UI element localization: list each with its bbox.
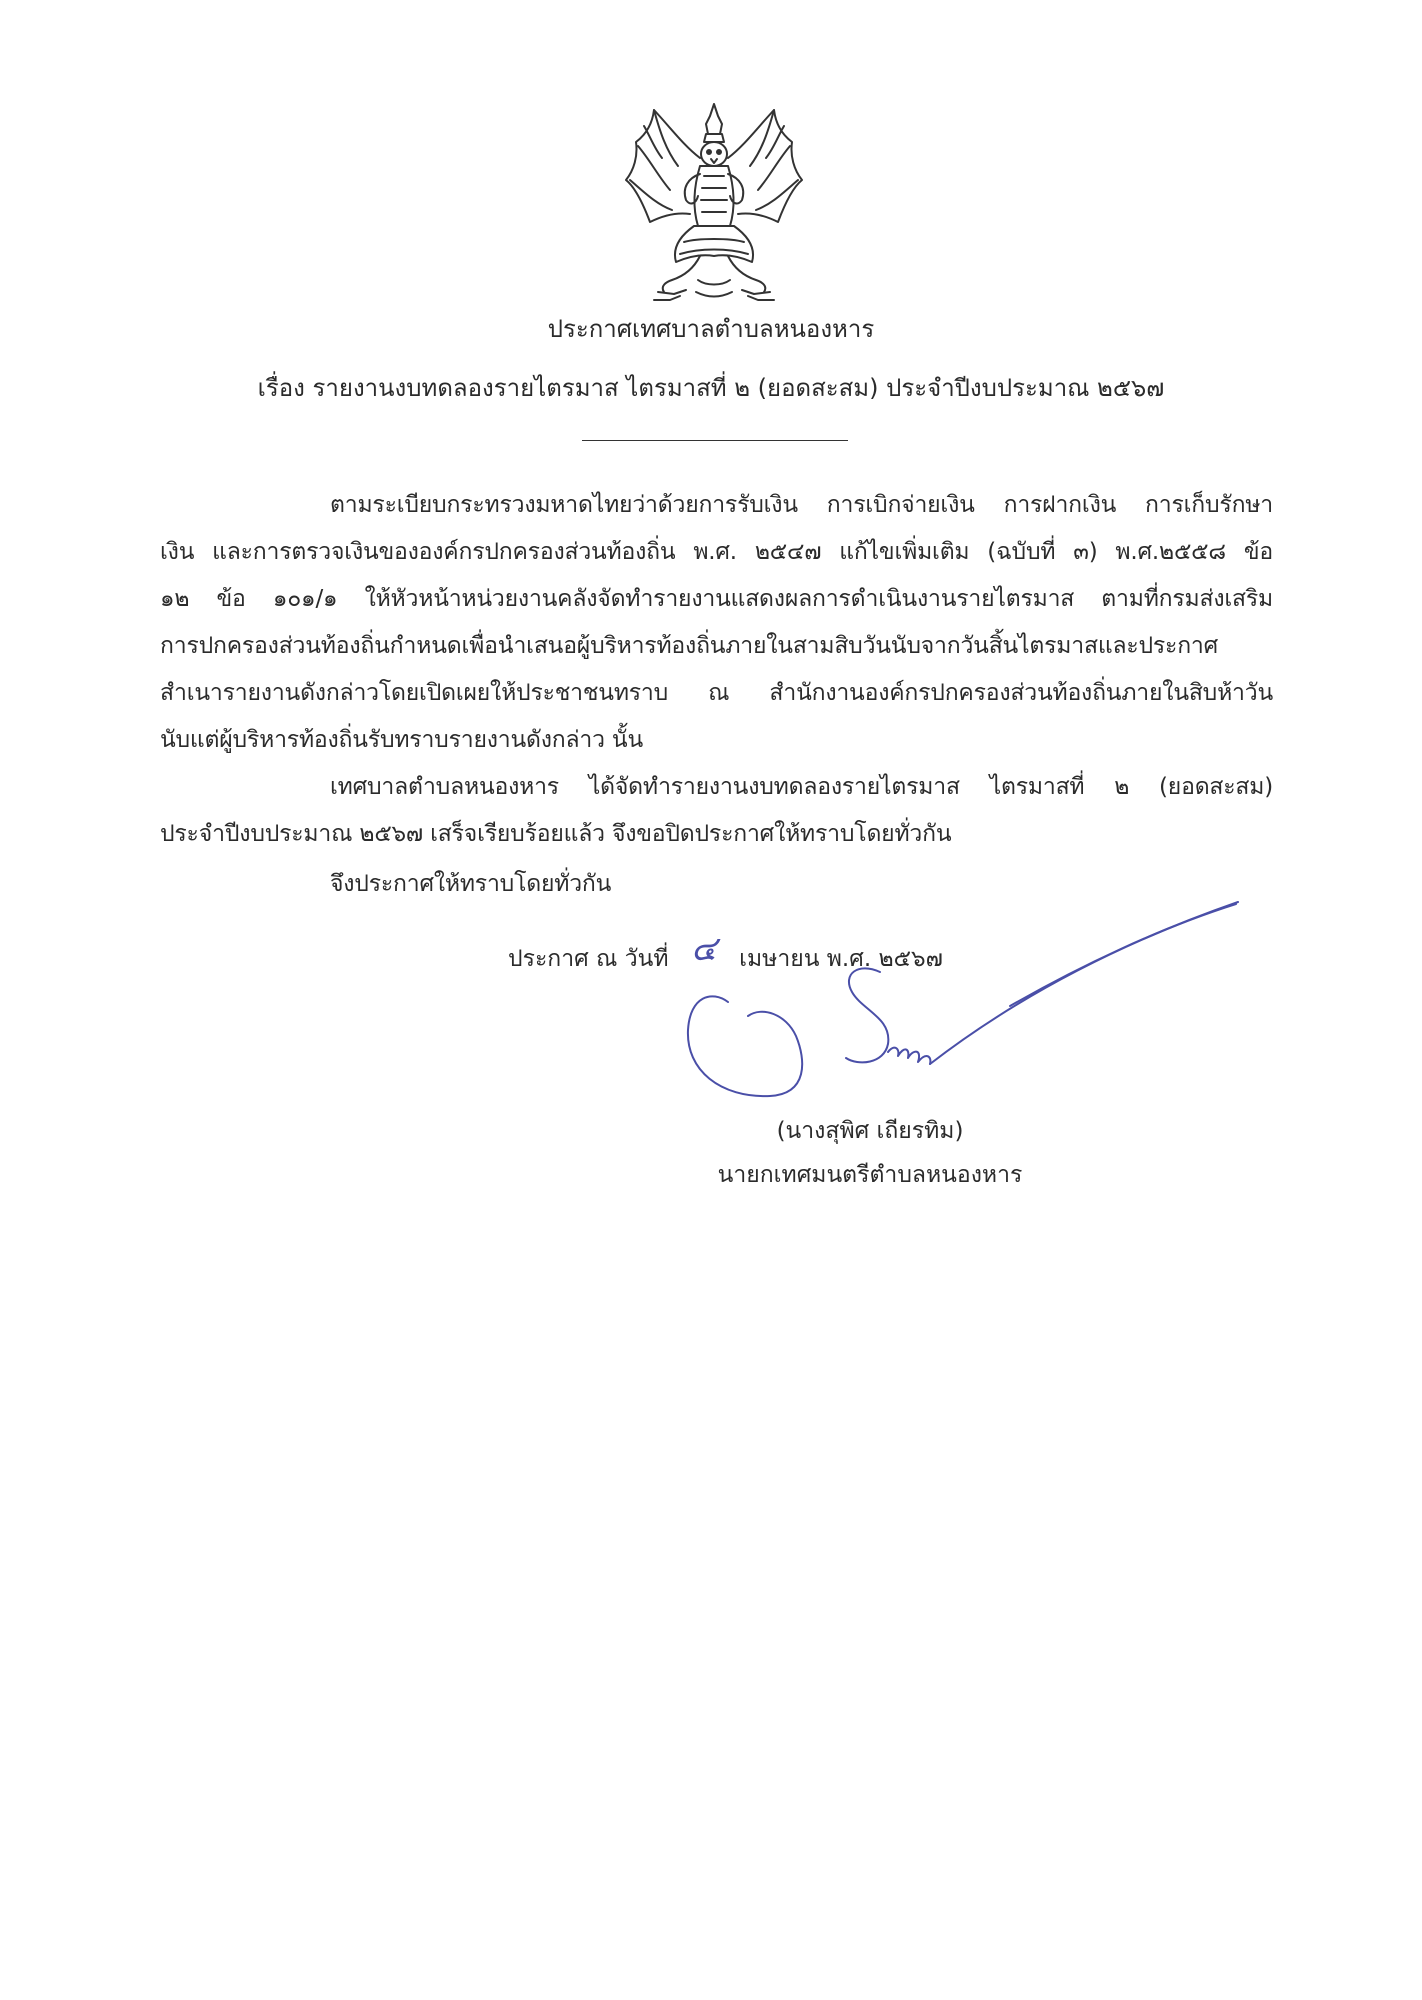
paragraph2-line: เทศบาลตำบลหนองหาร ได้จัดทำรายงานงบทดลองรายไตรมาส ไตรมาสที่ ๒ (ยอดสะสม) [330, 774, 1273, 800]
signer-position: นายกเทศมนตรีตำบลหนองหาร [717, 1162, 1023, 1188]
date-line [508, 929, 943, 974]
paragraph1-line: การปกครองส่วนท้องถิ่นกำหนดเพื่อนำเสนอผู้บริหารท้องถิ่นภายในสามสิบวันนับจากวันสิ้นไตรมาสและประกาศ [160, 633, 1219, 659]
date-month-year: เมษายน พ.ศ. ๒๕๖๗ [739, 946, 943, 972]
announcement-title: ประกาศเทศบาลตำบลหนองหาร [547, 315, 875, 343]
date-prefix: ประกาศ ณ วันที่ [508, 946, 669, 972]
paragraph1-line: เงิน และการตรวจเงินขององค์กรปกครองส่วนท้องถิ่น พ.ศ. ๒๕๔๗ แก้ไขเพิ่มเติม (ฉบับที่ ๓) พ.ศ.๒๕๕๘ ข้อ [160, 539, 1273, 565]
paragraph2-line: ประจำปีงบประมาณ ๒๕๖๗ เสร็จเรียบร้อยแล้ว จึงขอปิดประกาศให้ทราบโดยทั่วกัน [160, 821, 952, 847]
paragraph1-line: ๑๒ ข้อ ๑๐๑/๑ ให้หัวหน้าหน่วยงานคลังจัดทำรายงานแสดงผลการดำเนินงานรายไตรมาส ตามที่กรมส่งเสริม [160, 586, 1273, 612]
garuda-emblem-icon [614, 96, 814, 308]
paragraph1-line: ตามระเบียบกระทรวงมหาดไทยว่าด้วยการรับเงิน การเบิกจ่ายเงิน การฝากเงิน การเก็บรักษา [330, 492, 1273, 518]
announcement-subject: เรื่อง รายงานงบทดลองรายไตรมาส ไตรมาสที่ ๒ (ยอดสะสม) ประจำปีงบประมาณ ๒๕๖๗ [257, 374, 1165, 402]
paragraph1-line: สำเนารายงานดังกล่าวโดยเปิดเผยให้ประชาชนทราบ ณ สำนักงานองค์กรปกครองส่วนท้องถิ่นภายในสิบห้าวัน [160, 680, 1273, 706]
date-day: ๔ [690, 929, 717, 969]
closing-statement: จึงประกาศให้ทราบโดยทั่วกัน [330, 871, 612, 897]
title-divider [582, 440, 848, 441]
paragraph1-line: นับแต่ผู้บริหารท้องถิ่นรับทราบรายงานดังกล่าว นั้น [160, 727, 643, 753]
signer-name: (นางสุพิศ เถียรทิม) [776, 1118, 964, 1144]
